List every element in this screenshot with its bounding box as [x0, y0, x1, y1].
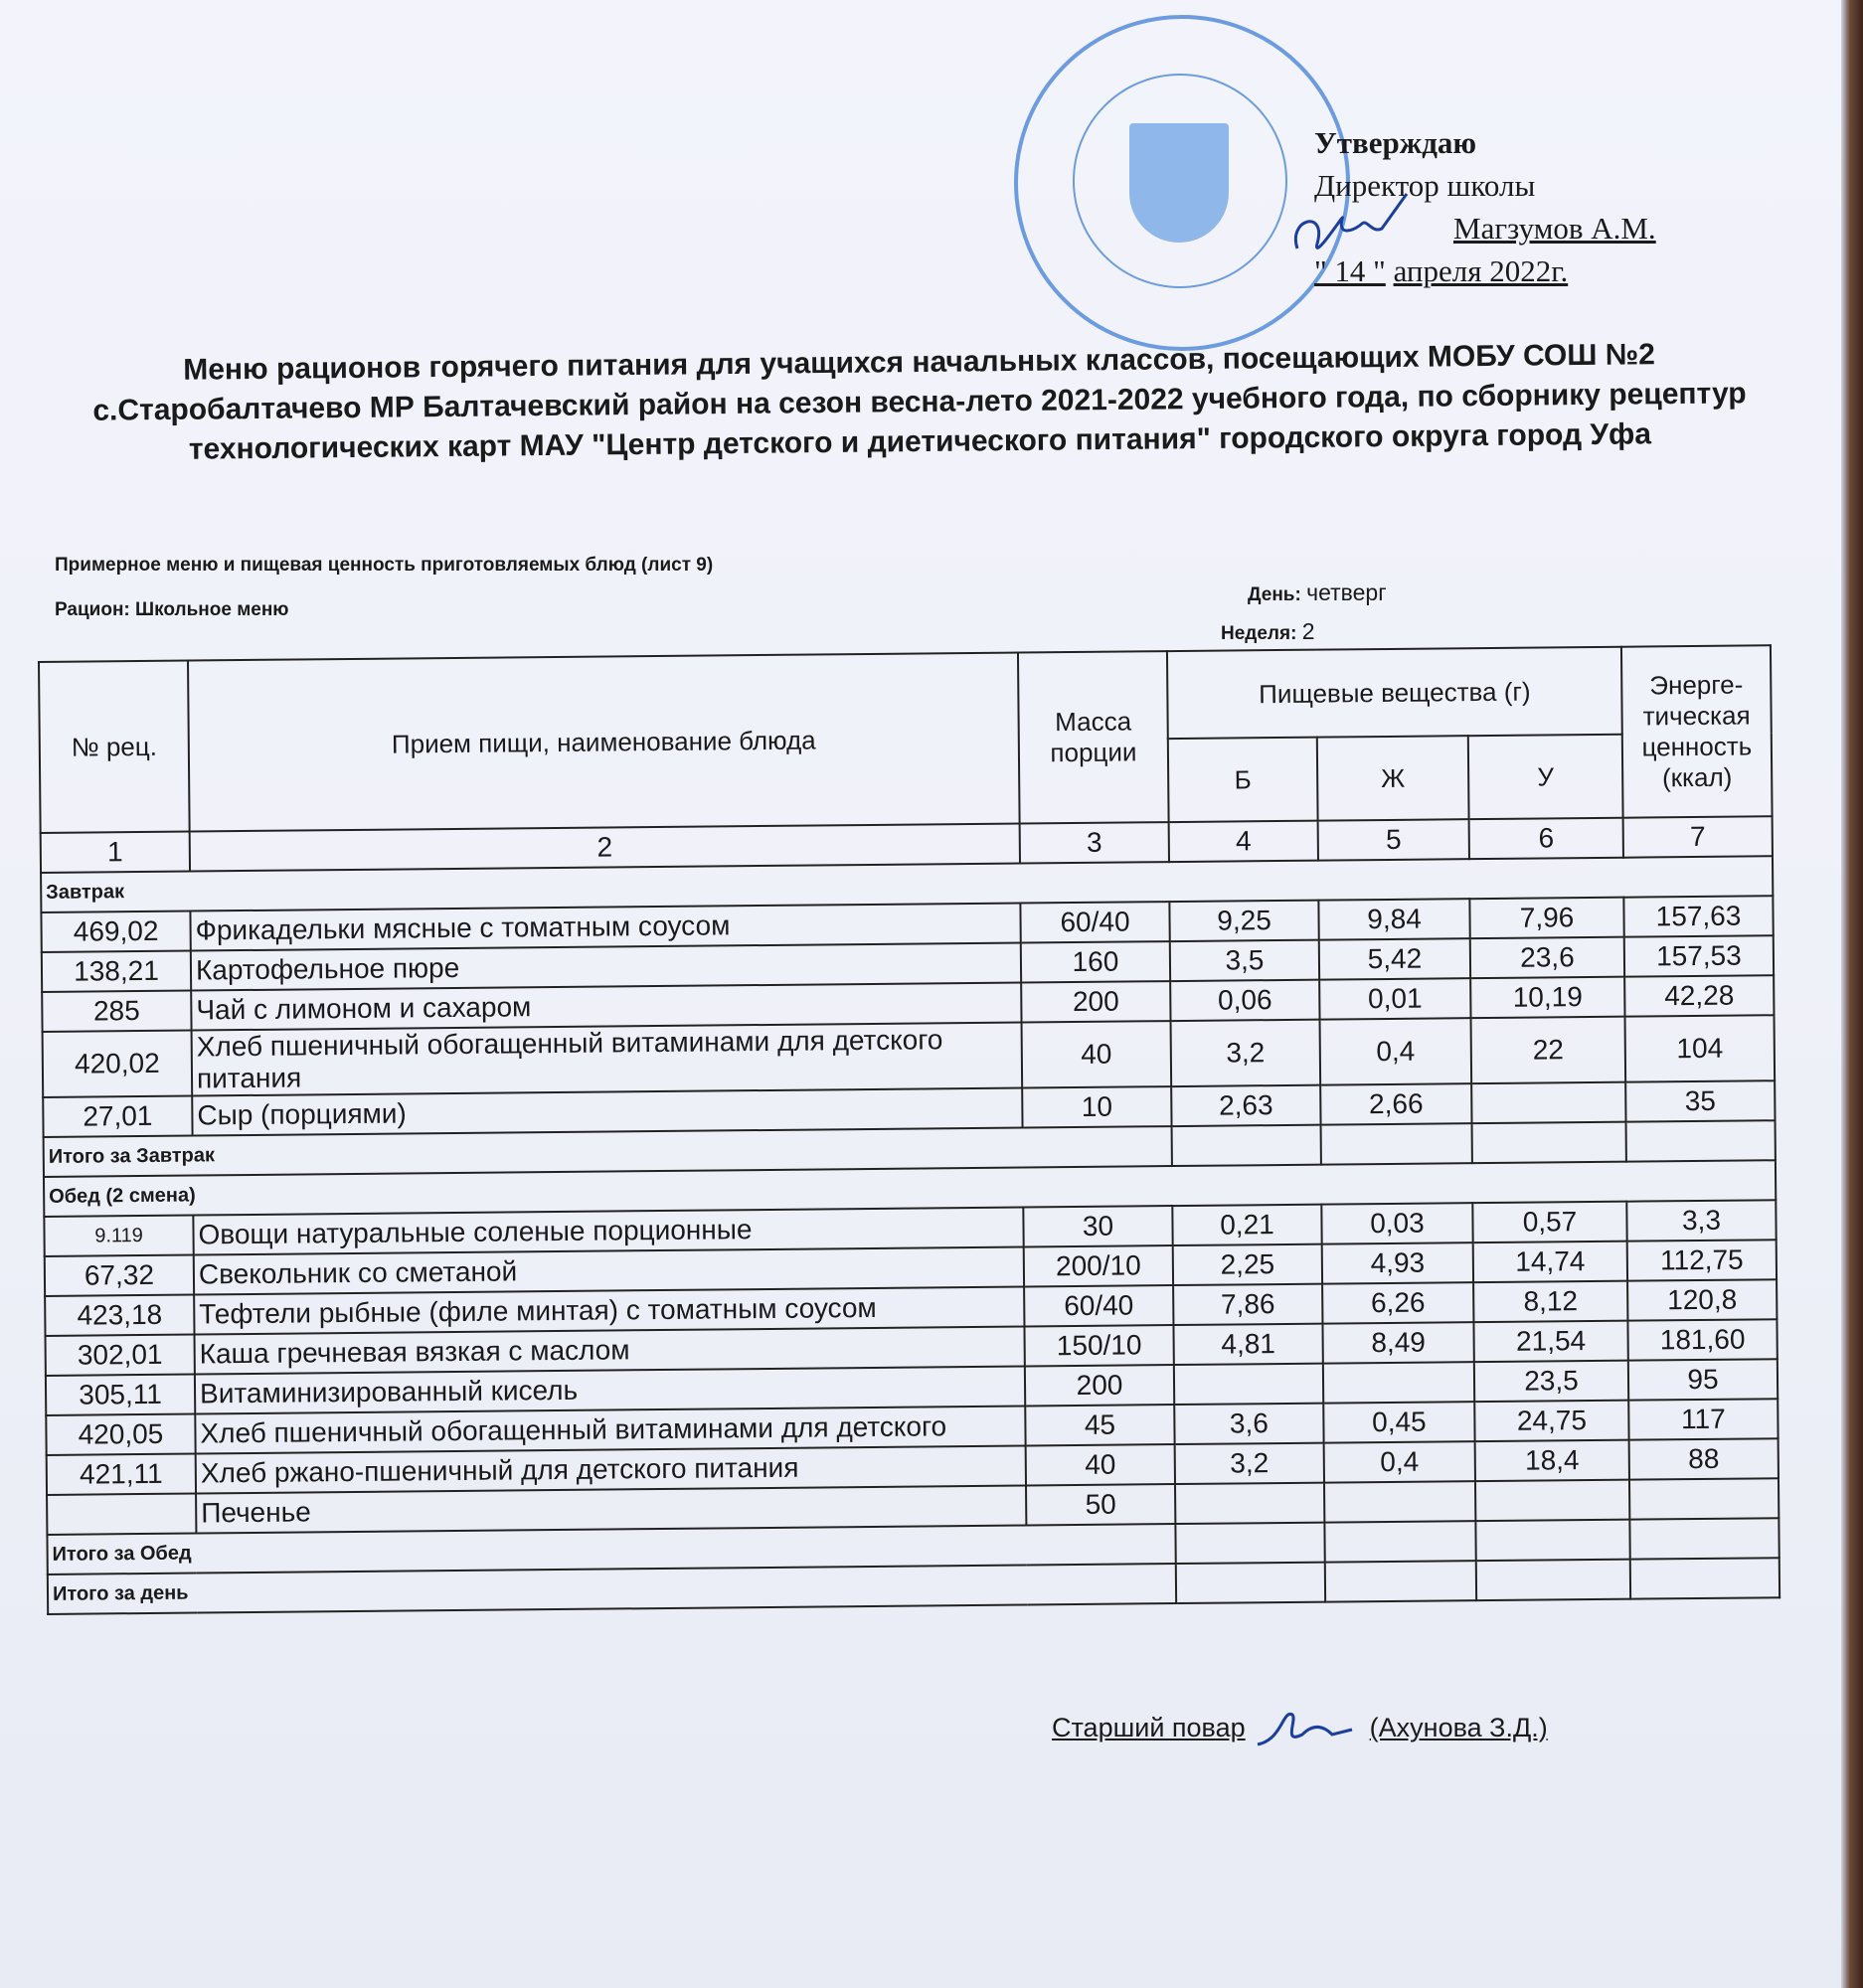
header-protein: Б	[1168, 738, 1318, 822]
energy: 117	[1628, 1399, 1778, 1439]
carbs: 21,54	[1473, 1321, 1627, 1362]
column-number: 6	[1469, 818, 1623, 859]
dish-name: Фрикадельки мясные с томатным соусом	[190, 904, 1020, 951]
portion-mass: 60/40	[1024, 1285, 1173, 1326]
portion-mass: 30	[1023, 1206, 1172, 1246]
rec-number: 27,01	[43, 1096, 192, 1137]
total-label: Итого за день	[48, 1564, 1176, 1614]
column-number: 3	[1020, 822, 1169, 863]
coat-of-arms-icon	[1129, 123, 1229, 243]
header-carbs: У	[1468, 735, 1623, 819]
total-cell	[1475, 1520, 1629, 1561]
rec-number: 423,18	[45, 1295, 194, 1336]
dish-name: Картофельное пюре	[191, 943, 1021, 991]
column-number: 7	[1623, 816, 1773, 857]
protein: 4,81	[1173, 1324, 1322, 1365]
total-cell	[1472, 1122, 1626, 1163]
portion-mass: 200	[1021, 981, 1170, 1022]
energy: 95	[1628, 1359, 1778, 1400]
dish-name: Хлеб ржано-пшеничный для детского питания	[196, 1445, 1026, 1493]
director-signature	[1287, 189, 1417, 268]
ration: Рацион: Школьное меню	[55, 599, 289, 620]
portion-mass: 200/10	[1024, 1245, 1173, 1286]
fat: 0,4	[1324, 1441, 1475, 1482]
header-rec: № рец.	[39, 661, 190, 833]
carbs: 7,96	[1469, 898, 1623, 938]
cook-label: Старший повар	[1052, 1713, 1246, 1743]
cook-signature-line	[1052, 1705, 1548, 1754]
energy	[1629, 1478, 1778, 1519]
rec-number: 305,11	[46, 1375, 195, 1415]
header-energy: Энерге-тическая ценность (ккал)	[1621, 645, 1773, 817]
protein: 0,06	[1170, 980, 1319, 1021]
approval-date: апреля 2022г.	[1393, 253, 1569, 288]
total-cell	[1325, 1561, 1476, 1601]
dish-name: Овощи натуральные соленые порционные	[193, 1208, 1023, 1255]
portion-mass: 40	[1022, 1021, 1172, 1087]
rec-number: 9.119	[44, 1216, 193, 1256]
dish-name: Витаминизированный кисель	[195, 1367, 1025, 1414]
document-title: Меню рационов горячего питания для учащихся начальных классов, посещающих МОБУ СОШ №2 с.Старобалтачево МР Балтачевский район на сезон весна-лето 2021-2022 учебного года, по сборнику рецептур технологических карт МАУ "Центр детского и диетического питания" городского округа город Уфа	[92, 338, 1747, 466]
fat: 0,01	[1319, 978, 1470, 1019]
rec-number: 67,32	[45, 1255, 194, 1296]
protein	[1175, 1483, 1324, 1524]
carbs	[1475, 1480, 1629, 1521]
subtitle: Примерное меню и пищевая ценность приготовляемых блюд (лист 9)	[55, 555, 714, 576]
approval-position: Директор школы	[1314, 168, 1536, 203]
rec-number: 302,01	[46, 1335, 195, 1376]
energy: 112,75	[1627, 1240, 1777, 1280]
protein: 2,63	[1171, 1085, 1320, 1126]
column-number: 2	[190, 824, 1020, 872]
header-mass: Масса порции	[1018, 651, 1169, 823]
protein	[1174, 1364, 1323, 1405]
total-cell	[1626, 1120, 1776, 1161]
rec-number: 420,05	[46, 1414, 195, 1455]
energy: 42,28	[1624, 975, 1774, 1016]
protein: 2,25	[1173, 1244, 1322, 1285]
dish-name: Тефтели рыбные (филе минтая) с томатным соусом	[194, 1287, 1024, 1335]
dish-name: Хлеб пшеничный обогащенный витаминами для детского питания	[192, 1023, 1023, 1096]
carbs: 0,57	[1472, 1202, 1626, 1242]
protein: 9,25	[1169, 901, 1318, 941]
header-fat: Ж	[1317, 736, 1469, 820]
total-cell	[1321, 1123, 1472, 1164]
fat: 0,45	[1323, 1402, 1474, 1442]
total-cell	[1324, 1521, 1475, 1562]
rec-number: 469,02	[41, 911, 190, 952]
total-cell	[1176, 1563, 1325, 1603]
total-cell	[1629, 1518, 1778, 1559]
dish-name: Хлеб пшеничный обогащенный витаминами для детского	[195, 1407, 1025, 1454]
week-label: Неделя:	[1221, 623, 1297, 644]
menu-table	[38, 644, 1780, 1615]
carbs: 10,19	[1470, 977, 1624, 1018]
protein: 7,86	[1173, 1284, 1322, 1325]
protein: 3,2	[1171, 1020, 1321, 1086]
fat: 4,93	[1322, 1242, 1473, 1283]
dish-name: Сыр (порциями)	[192, 1088, 1022, 1136]
director-name: Магзумов А.М.	[1453, 211, 1656, 246]
fat: 2,66	[1320, 1083, 1471, 1124]
approval-heading: Утверждаю	[1314, 125, 1477, 160]
cook-signature	[1253, 1705, 1362, 1754]
dish-name: Свекольник со сметаной	[194, 1247, 1024, 1295]
day-label: День:	[1248, 584, 1301, 605]
total-label: Итого за Обед	[47, 1524, 1175, 1574]
day-value: четверг	[1306, 580, 1387, 605]
total-cell	[1630, 1558, 1779, 1598]
total-label: Итого за Завтрак	[44, 1126, 1172, 1177]
column-number: 1	[41, 832, 190, 873]
fat: 0,4	[1320, 1018, 1472, 1084]
energy: 35	[1625, 1080, 1775, 1121]
carbs: 18,4	[1475, 1440, 1629, 1481]
column-number: 4	[1169, 821, 1318, 862]
portion-mass: 10	[1022, 1086, 1171, 1127]
rec-number: 420,02	[43, 1031, 193, 1097]
fat	[1324, 1481, 1475, 1522]
carbs: 23,5	[1474, 1361, 1628, 1402]
dish-name: Печенье	[196, 1485, 1026, 1533]
carbs: 23,6	[1470, 937, 1624, 978]
total-cell	[1476, 1560, 1630, 1600]
fat: 5,42	[1319, 938, 1470, 979]
protein: 3,2	[1175, 1443, 1324, 1484]
rec-number: 421,11	[47, 1454, 196, 1495]
energy: 3,3	[1626, 1200, 1776, 1241]
fat: 6,26	[1322, 1282, 1473, 1323]
protein: 3,5	[1170, 940, 1319, 981]
table-edge-background	[1841, 0, 1863, 1988]
header-dish: Прием пищи, наименование блюда	[188, 653, 1020, 832]
carbs: 22	[1471, 1017, 1626, 1083]
carbs	[1471, 1082, 1625, 1123]
protein: 3,6	[1174, 1404, 1323, 1444]
energy: 157,63	[1623, 896, 1773, 936]
official-stamp	[1014, 15, 1350, 351]
portion-mass: 40	[1026, 1444, 1175, 1485]
rec-number: 138,21	[42, 951, 191, 992]
portion-mass: 160	[1021, 941, 1170, 982]
portion-mass: 200	[1025, 1365, 1174, 1406]
dish-name: Каша гречневая вязкая с маслом	[195, 1327, 1025, 1375]
energy: 88	[1629, 1438, 1778, 1479]
dish-name: Чай с лимоном и сахаром	[191, 983, 1021, 1031]
column-number: 5	[1318, 819, 1469, 860]
carbs: 24,75	[1474, 1401, 1628, 1441]
section-label: Обед (2 смена)	[44, 1160, 1776, 1217]
carbs: 8,12	[1473, 1281, 1627, 1322]
carbs: 14,74	[1473, 1242, 1627, 1282]
rec-number: 285	[42, 991, 191, 1032]
fat: 0,03	[1321, 1203, 1472, 1243]
week-value: 2	[1301, 618, 1315, 644]
total-cell	[1175, 1523, 1324, 1564]
header-nutrients: Пищевые вещества (г)	[1167, 647, 1622, 739]
approval-day: " 14 "	[1314, 253, 1386, 288]
portion-mass: 45	[1025, 1405, 1174, 1445]
energy: 120,8	[1627, 1279, 1777, 1320]
energy: 181,60	[1627, 1319, 1777, 1360]
cook-name: (Ахунова З.Д.)	[1369, 1713, 1548, 1743]
fat: 8,49	[1322, 1322, 1473, 1363]
total-cell	[1172, 1125, 1321, 1166]
portion-mass: 60/40	[1020, 902, 1169, 942]
section-label: Завтрак	[41, 856, 1773, 912]
rec-number	[47, 1494, 196, 1535]
energy: 157,53	[1624, 935, 1774, 976]
energy: 104	[1625, 1015, 1776, 1081]
portion-mass: 50	[1026, 1484, 1175, 1525]
protein: 0,21	[1172, 1205, 1321, 1245]
fat: 9,84	[1318, 899, 1469, 939]
fat	[1323, 1362, 1474, 1403]
portion-mass: 150/10	[1024, 1325, 1173, 1366]
